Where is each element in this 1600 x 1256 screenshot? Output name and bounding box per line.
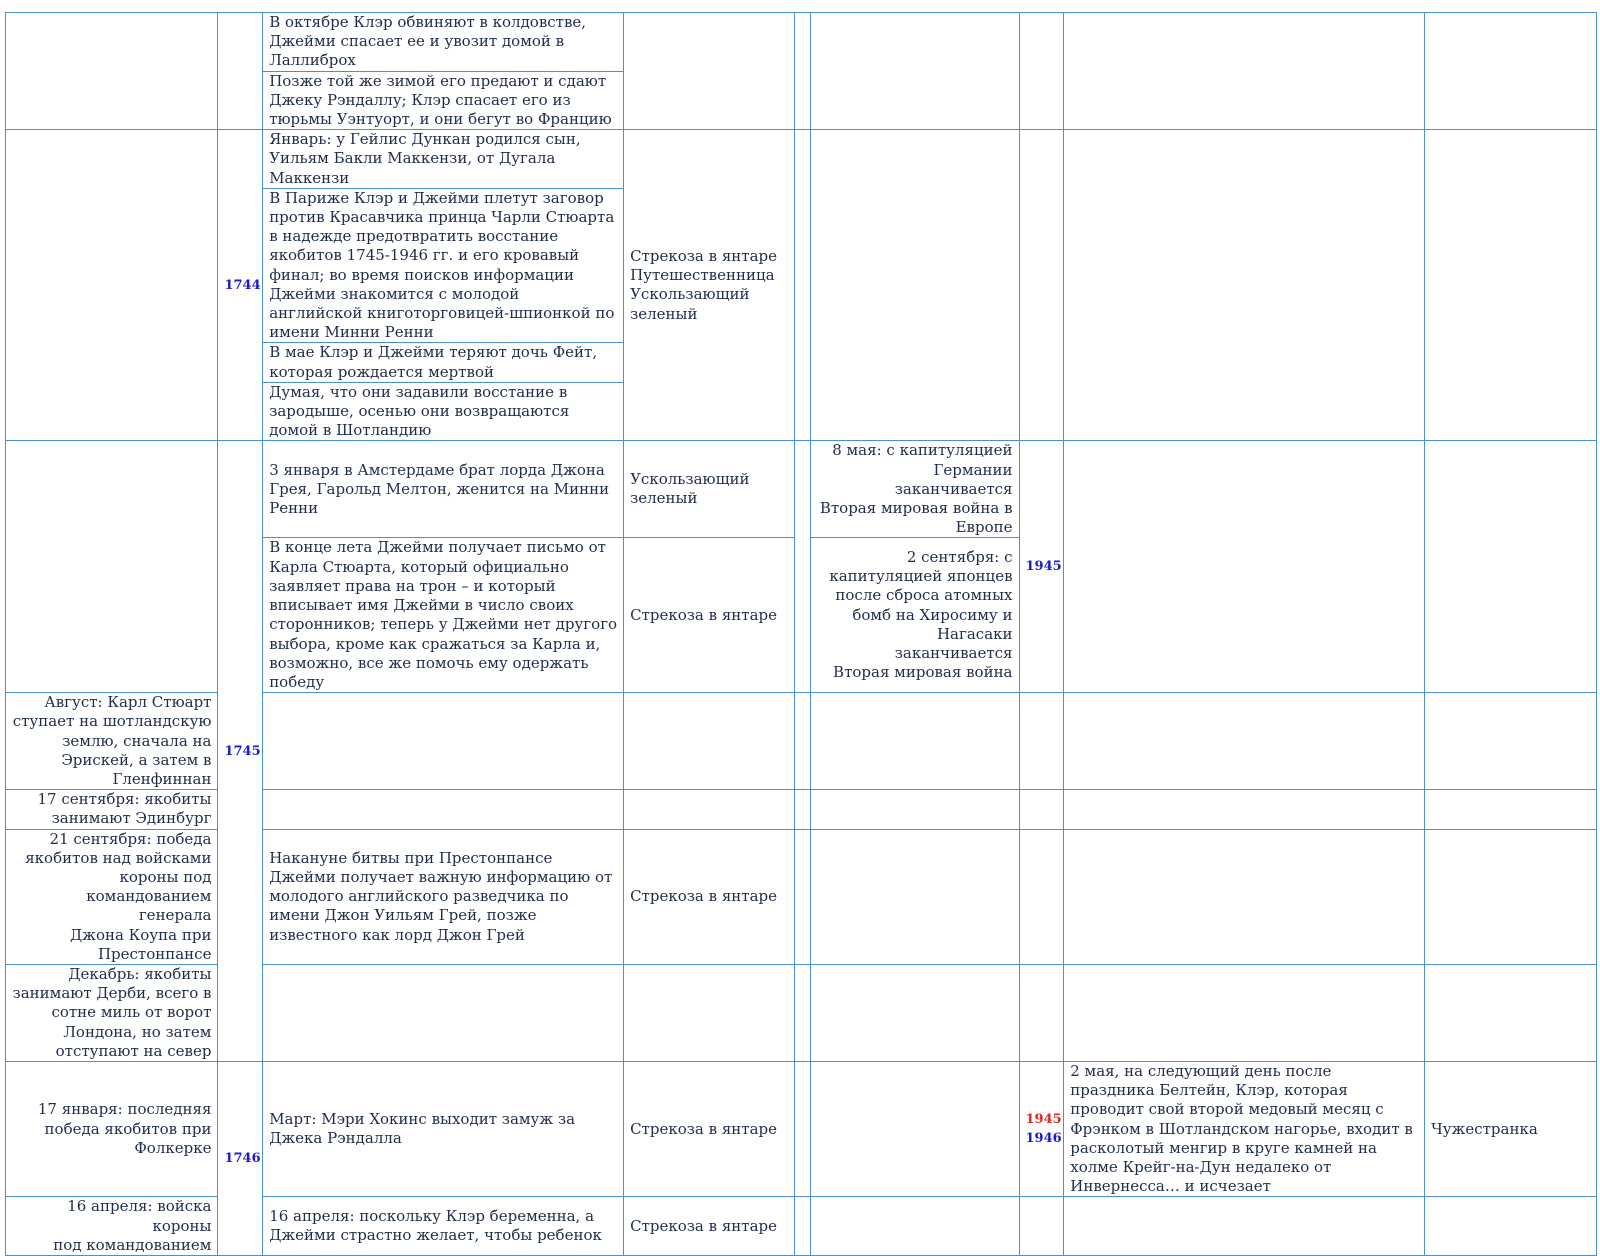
history-cell	[6, 441, 218, 693]
event-cell: В конце лета Джейми получает письмо от Карла Стюарта, который официально заявляет права на трон – и который вписывает имя Джейми в число своих сторонников; теперь у Джейми нет другого выбора, кроме как сражаться за Карла и, возможно, все же помочь ему одержать победу	[263, 538, 624, 693]
history-line: 16 апреля: войска короны	[67, 1197, 212, 1235]
spacer-cell	[794, 829, 810, 964]
event-cell: Январь: у Гейлис Дункан родился сын, Уильям Бакли Маккензи, от Дугала Маккензи	[263, 130, 624, 189]
spacer-cell	[794, 693, 810, 790]
modern-year-cell	[1019, 130, 1064, 441]
history-line: командованием генерала	[86, 887, 212, 925]
modern-book-cell	[1425, 829, 1597, 964]
modern-history-line: капитуляцией японцев	[829, 567, 1013, 586]
year-1745: 1745	[218, 441, 263, 1062]
event-cell	[263, 693, 624, 790]
history-line: Фолкерке	[134, 1138, 212, 1157]
book-cell: Стрекоза в янтаре	[624, 538, 795, 693]
event-cell: Думая, что они задавили восстание в зародыше, осенью они возвращаются домой в Шотландию	[263, 382, 624, 441]
modern-book-cell	[1425, 790, 1597, 829]
modern-history-line: Вторая мировая война	[833, 663, 1013, 682]
modern-event-cell	[1064, 829, 1425, 964]
modern-year-cell	[1019, 1061, 1064, 1196]
modern-event-cell	[1064, 964, 1425, 1061]
book-cell	[624, 693, 795, 790]
modern-history-line: Германии заканчивается	[894, 460, 1013, 498]
modern-history-cell	[811, 130, 1019, 441]
year-1744: 1744	[218, 130, 263, 441]
history-line: ступает на шотландскую	[12, 712, 212, 731]
timeline-table	[5, 12, 1597, 1256]
event-cell: 16 апреля: поскольку Клэр беременна, а Джейми страстно желает, чтобы ребенок	[263, 1197, 624, 1256]
history-cell	[6, 829, 218, 964]
modern-year-1946: 1946	[1025, 1131, 1062, 1147]
history-line: короны под	[119, 867, 212, 886]
event-cell: В октябре Клэр обвиняют в колдовстве, Джейми спасает ее и увозит домой в Лаллиброх	[263, 13, 624, 72]
history-line: Престонпансе	[97, 944, 212, 963]
history-line: 17 сентября: якобиты	[37, 790, 212, 809]
modern-history-line: после сброса атомных	[835, 586, 1013, 605]
modern-history-cell	[811, 1197, 1019, 1256]
modern-book-cell	[1425, 693, 1597, 790]
modern-history-cell	[811, 441, 1019, 538]
book-cell	[624, 441, 795, 538]
modern-book-cell: Чужестранка	[1425, 1061, 1597, 1196]
modern-event-cell: 2 мая, на следующий день после праздника Белтейн, Клэр, которая проводит свой второй медовый месяц с Фрэнком в Шотландском нагорье, входит в расколотый менгир в круге камней на холме Крейг-на-Дун недалеко от Инвернесса… и исчезает	[1064, 1061, 1425, 1196]
modern-history-line: Нагасаки заканчивается	[894, 624, 1013, 663]
book-cell: Стрекоза в янтаре	[624, 1061, 795, 1196]
spacer-cell	[794, 441, 810, 693]
history-cell	[6, 1061, 218, 1196]
modern-year-1945: 1945	[1019, 441, 1064, 693]
modern-year-cell	[1019, 1197, 1064, 1256]
spacer-cell	[794, 790, 810, 829]
book-cell: Стрекоза в янтаре	[624, 1197, 795, 1256]
modern-history-cell	[811, 1061, 1019, 1196]
modern-book-cell	[1425, 1197, 1597, 1256]
modern-history-cell	[811, 829, 1019, 964]
history-cell	[6, 1197, 218, 1256]
history-cell	[6, 790, 218, 829]
book-cell	[624, 790, 795, 829]
history-line: Эрискей, а затем в	[61, 750, 212, 769]
history-line: якобитов над войсками	[25, 848, 212, 867]
modern-year-1945: 1945	[1025, 1111, 1062, 1127]
modern-book-cell	[1425, 441, 1597, 693]
history-line: 17 января: последняя	[37, 1100, 212, 1119]
table-row	[6, 13, 1597, 72]
spacer-cell	[794, 964, 810, 1061]
history-line: 21 сентября: победа	[49, 829, 212, 848]
history-line: Лондона, но затем	[63, 1022, 212, 1041]
history-line: отступают на север	[55, 1041, 212, 1060]
event-cell: Март: Мэри Хокинс выходит замуж за Джека Рэндалла	[263, 1061, 624, 1196]
modern-history-line: 2 сентября: с	[906, 548, 1013, 567]
modern-history-cell	[811, 13, 1019, 130]
history-cell	[6, 964, 218, 1061]
event-cell: В Париже Клэр и Джейми плетут заговор против Красавчика принца Чарли Стюарта в надежде предотвратить восстание якобитов 1745-1946 гг. и его кровавый финал; во время поисков информации Джейми знакомится с молодой английской книготорговицей-шпионкой по имени Минни Ренни	[263, 188, 624, 343]
modern-event-cell	[1064, 130, 1425, 441]
modern-event-cell	[1064, 790, 1425, 829]
event-cell	[263, 964, 624, 1061]
modern-event-cell	[1064, 13, 1425, 130]
event-cell: 3 января в Амстердаме брат лорда Джона Грея, Гарольд Мелтон, женится на Минни Ренни	[263, 441, 624, 538]
history-line: Джона Коупа при	[69, 925, 212, 944]
history-line: Гленфиннан	[112, 769, 212, 788]
modern-book-cell	[1425, 964, 1597, 1061]
book-cell: Стрекоза в янтаре	[624, 829, 795, 964]
history-cell	[6, 693, 218, 790]
spacer-cell	[794, 1197, 810, 1256]
history-line: Август: Карл Стюарт	[44, 693, 212, 712]
table-row	[6, 130, 1597, 189]
table-row	[6, 1061, 1597, 1196]
spacer-cell	[794, 1061, 810, 1196]
history-line: под командованием	[53, 1235, 212, 1254]
event-cell: Накануне битвы при Престонпансе Джейми получает важную информацию от молодого английского разведчика по имени Джон Уильям Грей, позже известного как лорд Джон Грей	[263, 829, 624, 964]
modern-history-cell	[811, 790, 1019, 829]
modern-history-cell	[811, 964, 1019, 1061]
year-1746: 1746	[218, 1061, 263, 1255]
book-line: Стрекоза в янтаре	[630, 246, 778, 265]
modern-year-cell	[1019, 693, 1064, 790]
modern-history-line: Вторая мировая война в	[819, 499, 1013, 518]
modern-event-cell	[1064, 441, 1425, 693]
modern-history-cell	[811, 693, 1019, 790]
modern-year-cell	[1019, 964, 1064, 1061]
modern-history-line: Европе	[955, 518, 1013, 537]
book-line: зеленый	[630, 304, 698, 323]
spacer-cell	[794, 13, 810, 130]
table-row	[6, 441, 1597, 538]
history-cell	[6, 13, 218, 130]
modern-year-cell	[1019, 790, 1064, 829]
history-line: занимают Эдинбург	[51, 809, 212, 828]
history-line: занимают Дерби, всего в	[12, 984, 212, 1003]
book-line: зеленый	[630, 489, 698, 508]
book-cell	[624, 130, 795, 441]
modern-history-cell	[811, 538, 1019, 693]
year-cell	[218, 13, 263, 130]
book-line: Путешественница	[630, 266, 775, 285]
book-line: Ускользающий	[630, 285, 750, 304]
book-cell	[624, 13, 795, 130]
modern-book-cell	[1425, 13, 1597, 130]
event-cell: Позже той же зимой его предают и сдают Джеку Рэндаллу; Клэр спасает его из тюрьмы Уэнтуорт, и они бегут во Францию	[263, 71, 624, 130]
history-line: землю, сначала на	[62, 731, 212, 750]
modern-history-line: 8 мая: с капитуляцией	[832, 441, 1013, 460]
history-cell	[6, 130, 218, 441]
book-line: Ускользающий	[630, 470, 750, 489]
modern-history-line: бомб на Хиросиму и	[852, 605, 1013, 624]
event-cell	[263, 790, 624, 829]
book-cell	[624, 964, 795, 1061]
event-cell: В мае Клэр и Джейми теряют дочь Фейт, которая рождается мертвой	[263, 343, 624, 382]
modern-year-cell	[1019, 829, 1064, 964]
history-line: победа якобитов при	[44, 1119, 212, 1138]
modern-year-cell	[1019, 13, 1064, 130]
history-line: сотне миль от ворот	[51, 1003, 212, 1022]
history-line: Декабрь: якобиты	[68, 964, 212, 983]
modern-event-cell	[1064, 693, 1425, 790]
spacer-cell	[794, 130, 810, 441]
modern-book-cell	[1425, 130, 1597, 441]
modern-event-cell	[1064, 1197, 1425, 1256]
